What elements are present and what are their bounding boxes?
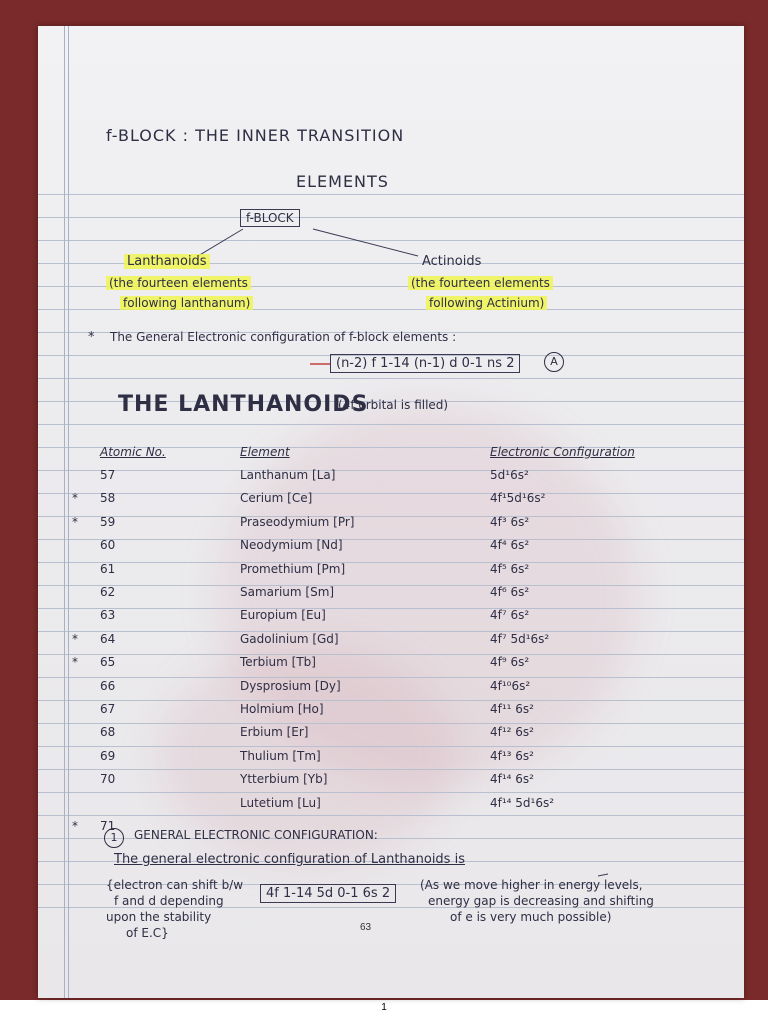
table-header-cell <box>60 440 90 463</box>
element-name: Ytterbium [Yb] <box>240 772 328 787</box>
element-name: Europium [Eu] <box>240 608 326 623</box>
star-mark <box>60 744 90 767</box>
general-config-label: The General Electronic configuration of f-block elements : <box>110 330 457 344</box>
star-mark: * <box>88 330 95 345</box>
electronic-configuration: 4f³ 6s² <box>490 514 530 529</box>
section-left-note-1: {electron can shift b/w <box>106 878 244 892</box>
lanthanoids-subheading: (4f orbital is filled) <box>338 398 449 412</box>
section-right-note-1: (As we move higher in energy levels, <box>420 878 643 892</box>
section-title: GENERAL ELECTRONIC CONFIGURATION: <box>134 828 378 842</box>
electronic-configuration: 4f⁷ 6s² <box>490 608 530 623</box>
element-name <box>210 814 470 837</box>
star-mark: * <box>72 514 78 529</box>
table-row <box>60 767 710 790</box>
table-row <box>60 744 710 767</box>
lanthanoid-table <box>60 440 710 838</box>
star-mark <box>60 580 90 603</box>
page-title: f-BLOCK : THE INNER TRANSITION <box>106 126 405 145</box>
lanthanoids-note-2: following lanthanum) <box>120 296 253 310</box>
element-name: Neodymium [Nd] <box>240 538 343 553</box>
electronic-configuration <box>470 814 710 837</box>
table-row <box>60 697 710 720</box>
table-body <box>60 463 710 837</box>
atomic-number: 58 <box>100 491 116 506</box>
star-mark: * <box>72 631 78 646</box>
star-mark <box>60 534 90 557</box>
table-header-cell: Atomic No. <box>100 444 166 459</box>
atomic-number: 62 <box>100 585 116 600</box>
lanthanoids-note-1: (the fourteen elements <box>106 276 251 290</box>
star-mark <box>60 791 90 814</box>
section-number: 1 <box>104 826 124 848</box>
formula-tag: A <box>544 350 564 372</box>
atomic-number: 67 <box>100 701 116 716</box>
electronic-configuration: 4f¹⁴ 5d¹6s² <box>490 795 555 810</box>
table-row <box>60 510 710 533</box>
section-right-note-3: of e is very much possible) <box>450 910 612 924</box>
section-left-note-4: of E.C} <box>126 926 169 940</box>
star-mark <box>60 767 90 790</box>
pdf-page-number: 1 <box>381 1002 387 1013</box>
actinoids-title: Actinoids <box>422 254 482 269</box>
table-row <box>60 487 710 510</box>
electronic-configuration: 4f¹⁴ 6s² <box>490 772 534 787</box>
table-header-cell: Electronic Configuration <box>490 444 635 459</box>
lanthanoids-title: Lanthanoids <box>124 254 210 269</box>
element-name: Holmium [Ho] <box>240 701 324 716</box>
electronic-configuration: 4f¹⁰6s² <box>490 678 531 693</box>
section-sentence: The general electronic configuration of Lanthanoids is <box>114 852 465 867</box>
electronic-configuration: 4f⁷ 5d¹6s² <box>490 631 550 646</box>
atomic-number: 66 <box>100 678 116 693</box>
star-mark: * <box>72 818 78 833</box>
electronic-configuration: 4f⁶ 6s² <box>490 585 530 600</box>
table-row <box>60 604 710 627</box>
electronic-configuration: 4f¹¹ 6s² <box>490 701 534 716</box>
atomic-number: 68 <box>100 725 116 740</box>
element-name: Erbium [Er] <box>240 725 309 740</box>
table-row <box>60 627 710 650</box>
f-block-box: f-BLOCK <box>240 209 300 227</box>
element-name: Praseodymium [Pr] <box>240 514 355 529</box>
star-mark: * <box>72 655 78 670</box>
lanthanoids-heading: THE LANTHANOIDS <box>118 392 369 417</box>
atomic-number: 71 <box>100 818 116 833</box>
element-name: Dysprosium [Dy] <box>240 678 341 693</box>
star-mark <box>60 463 90 486</box>
star-mark <box>60 721 90 744</box>
table-row <box>60 674 710 697</box>
star-mark <box>60 604 90 627</box>
atomic-number <box>90 791 210 814</box>
book-page-number: 63 <box>360 922 372 933</box>
atomic-number: 64 <box>100 631 116 646</box>
general-config-formula: (n-2) f 1-14 (n-1) d 0-1 ns 2 <box>330 354 520 373</box>
atomic-number: 59 <box>100 514 116 529</box>
element-name: Promethium [Pm] <box>240 561 346 576</box>
electronic-configuration: 4f¹² 6s² <box>490 725 534 740</box>
electronic-configuration: 4f⁴ 6s² <box>490 538 530 553</box>
section-right-note-2: energy gap is decreasing and shifting <box>428 894 654 908</box>
element-name: Thulium [Tm] <box>240 748 321 763</box>
atomic-number: 63 <box>100 608 116 623</box>
element-name: Lutetium [Lu] <box>240 795 321 810</box>
table-row <box>60 580 710 603</box>
element-name: Cerium [Ce] <box>240 491 313 506</box>
element-name: Gadolinium [Gd] <box>240 631 339 646</box>
electronic-configuration: 4f⁵ 6s² <box>490 561 530 576</box>
element-name: Terbium [Tb] <box>240 655 316 670</box>
table-row <box>60 463 710 486</box>
atomic-number: 57 <box>100 468 116 483</box>
atomic-number: 69 <box>100 748 116 763</box>
table-row <box>60 651 710 674</box>
table-row <box>60 721 710 744</box>
element-name: Samarium [Sm] <box>240 585 335 600</box>
star-mark <box>60 557 90 580</box>
table-row <box>60 557 710 580</box>
atomic-number: 60 <box>100 538 116 553</box>
electronic-configuration: 4f¹5d¹6s² <box>490 491 546 506</box>
electronic-configuration: 4f⁹ 6s² <box>490 655 530 670</box>
atomic-number: 65 <box>100 655 116 670</box>
star-mark: * <box>72 491 78 506</box>
table-header-row <box>60 440 710 463</box>
star-mark <box>60 674 90 697</box>
electronic-configuration: 4f¹³ 6s² <box>490 748 534 763</box>
section-left-note-2: f and d depending <box>114 894 224 908</box>
star-mark <box>60 697 90 720</box>
table-row <box>60 791 710 814</box>
lanthanoid-formula: 4f 1-14 5d 0-1 6s 2 <box>260 884 396 903</box>
table-row <box>60 534 710 557</box>
atomic-number: 70 <box>100 772 116 787</box>
page-title-line2: ELEMENTS <box>296 172 389 191</box>
actinoids-note-1: (the fourteen elements <box>408 276 553 290</box>
electronic-configuration: 5d¹6s² <box>490 468 529 483</box>
actinoids-note-2: following Actinium) <box>426 296 547 310</box>
element-name: Lanthanum [La] <box>240 468 336 483</box>
table-row <box>60 814 710 837</box>
table-header-cell: Element <box>240 444 290 459</box>
section-left-note-3: upon the stability <box>106 910 212 924</box>
atomic-number: 61 <box>100 561 116 576</box>
